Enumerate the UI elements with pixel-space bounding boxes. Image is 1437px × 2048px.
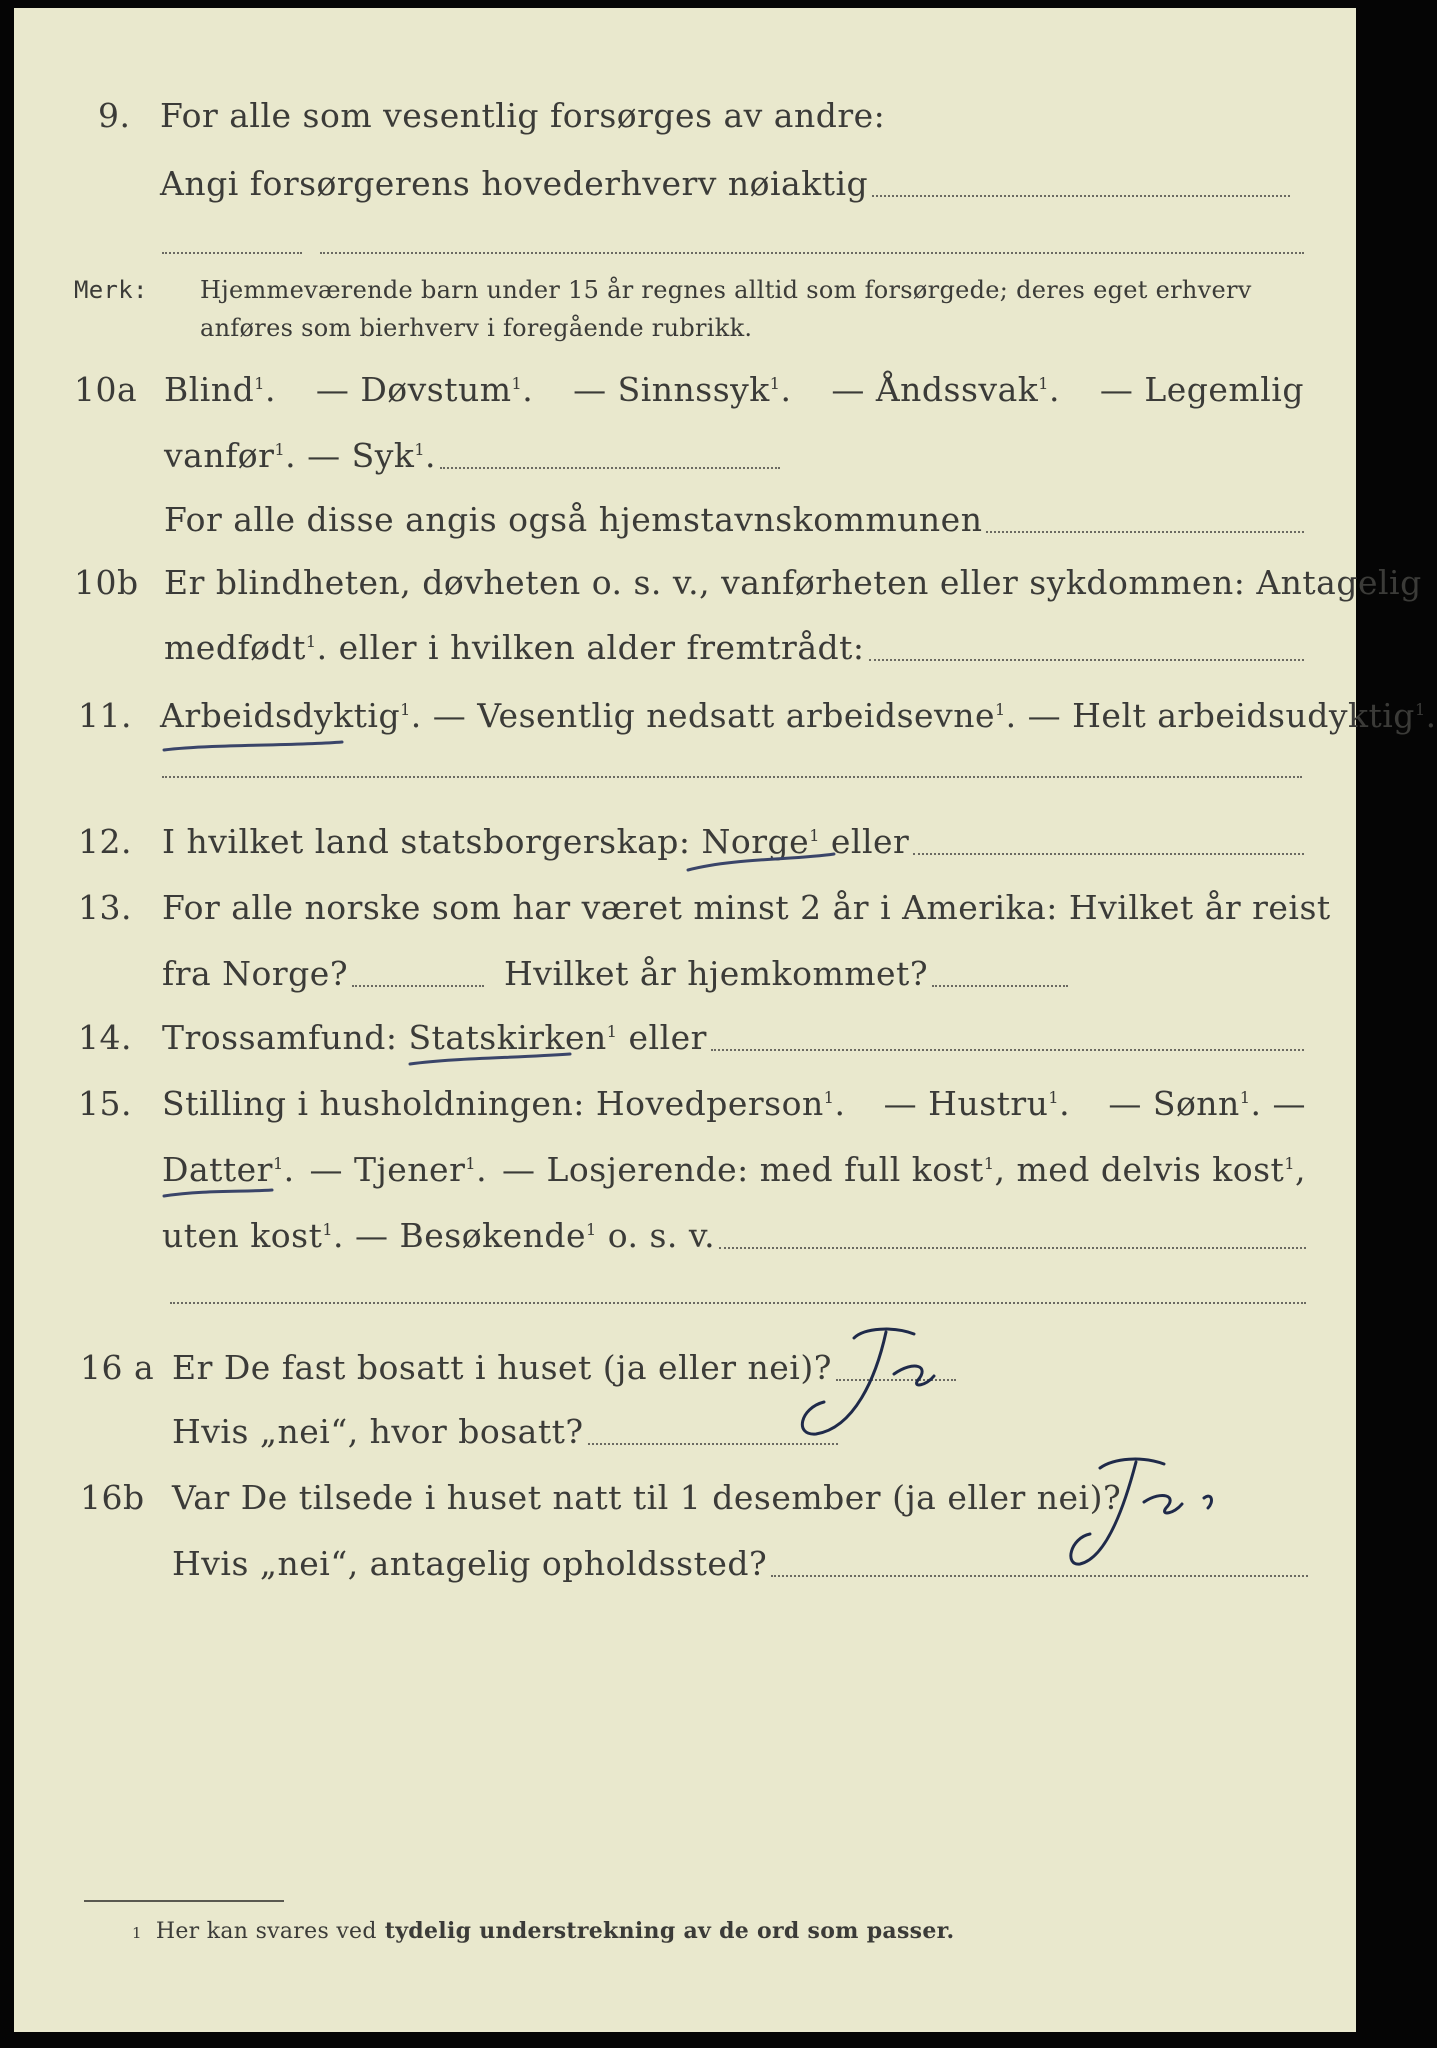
option-hustru[interactable]: — Hustru xyxy=(883,1084,1049,1123)
option-hovedperson[interactable]: Stilling i husholdningen: Hovedperson xyxy=(162,1084,824,1123)
merk-line2: anføres som bierhverv i foregående rubrikk. xyxy=(200,314,753,342)
question-16b-number: 16b xyxy=(80,1478,145,1517)
question-14-text: Trossamfund: xyxy=(162,1018,398,1057)
question-14-tail: eller xyxy=(628,1018,707,1057)
answer-16a-ja-handwriting xyxy=(802,1329,934,1434)
option-dovstum[interactable]: — Døvstum xyxy=(315,370,512,409)
question-10a-line3: For alle disse angis også hjemstavnskommunen xyxy=(164,500,983,539)
question-10b-line2: . eller i hvilken alder fremtrådt: xyxy=(316,628,865,667)
question-12-tail: eller xyxy=(830,822,910,861)
option-sonn[interactable]: — Sønn xyxy=(1108,1084,1240,1123)
question-13-number: 13. xyxy=(78,888,132,927)
underline-arbeidsdyktig xyxy=(164,742,342,750)
question-9-line2: Angi forsørgerens hovederhverv nøiaktig xyxy=(160,164,869,203)
option-full-kost[interactable]: — Losjerende: med full kost xyxy=(501,1150,984,1189)
option-norge[interactable]: Norge xyxy=(701,822,810,861)
underline-statskirken xyxy=(410,1054,570,1064)
question-10b-line1: Er blindheten, døvheten o. s. v., vanførheten eller sykdommen: Antagelig xyxy=(164,563,1422,602)
option-datter[interactable]: Datter xyxy=(162,1150,273,1189)
merk-line1: Hjemmeværende barn under 15 år regnes alltid som forsørgede; deres eget erhverv xyxy=(200,276,1252,304)
option-uten-kost[interactable]: uten kost xyxy=(162,1216,323,1255)
option-medfodt[interactable]: medfødt xyxy=(164,628,306,667)
question-9-number: 9. xyxy=(98,96,131,135)
option-besokende[interactable]: — Besøkende xyxy=(355,1216,587,1255)
option-sinnssyk[interactable]: — Sinnssyk xyxy=(573,370,770,409)
option-statskirken[interactable]: Statskirken xyxy=(408,1018,607,1057)
question-11-number: 11. xyxy=(78,696,132,735)
question-10b-number: 10b xyxy=(74,563,139,602)
question-12-number: 12. xyxy=(78,822,132,861)
question-15-number: 15. xyxy=(78,1084,132,1123)
question-12-text: I hvilket land statsborgerskap: xyxy=(162,822,691,861)
question-16a-line2: Hvis „nei“, hvor bosatt? xyxy=(172,1412,584,1451)
option-vanfor[interactable]: vanfør xyxy=(164,436,275,475)
underline-norge xyxy=(688,854,834,870)
question-9-line1: For alle som vesentlig forsørges av andre: xyxy=(160,96,886,135)
question-16b-line2: Hvis „nei“, antagelig opholdssted? xyxy=(172,1544,768,1583)
question-10a-number: 10a xyxy=(74,370,138,409)
question-13-reist-label: fra Norge? xyxy=(162,954,349,993)
footnote-bold-text: tydelig understrekning av de ord som passer. xyxy=(384,1918,955,1944)
question-16a-number: 16 a xyxy=(80,1348,155,1387)
question-16a-line1: Er De fast bosatt i huset (ja eller nei)? xyxy=(172,1348,832,1387)
question-13-line1: For alle norske som har været minst 2 år i Amerika: Hvilket år reist xyxy=(162,888,1331,927)
question-13-hjemkommet-label: Hvilket år hjemkommet? xyxy=(504,954,929,993)
merk-label: Merk: xyxy=(74,276,148,304)
underline-datter xyxy=(164,1190,272,1196)
option-tjener[interactable]: — Tjener xyxy=(309,1150,466,1189)
option-legemlig[interactable]: — Legemlig xyxy=(1099,370,1304,409)
footnote-text: Her kan svares ved xyxy=(155,1919,377,1944)
option-nedsatt-arbeidsevne[interactable]: — Vesentlig nedsatt arbeidsevne xyxy=(432,696,995,735)
answer-16b-ja-handwriting xyxy=(1071,1459,1212,1564)
option-blind[interactable]: Blind xyxy=(164,370,255,409)
option-andssvak[interactable]: — Åndssvak xyxy=(831,370,1039,409)
handwriting-layer xyxy=(14,8,1356,2032)
question-16b-line1: Var De tilsede i huset natt til 1 desember (ja eller nei)? xyxy=(172,1478,1122,1517)
question-14-number: 14. xyxy=(78,1018,132,1057)
census-form-page: 9. For alle som vesentlig forsørges av andre: Angi forsørgerens hovederhverv nøiaktig Merk: Hjemmeværende barn under 15 år regnes alltid som forsørgede; deres eget erhverv anføres som bierhverv i foregående rubrikk. 10a Blind$^1$. — Døvstum$^1$. — Sinnssyk$^1$. — Åndssvak$^1$. — Legemlig vanfør$^1$. — Syk$^1$. For alle disse angis også hjemstavnskommunen 10b Er blindheten, døvheten o. s. v., vanførheten eller sykdommen: Antagelig medfødt$^1$. eller i hvilken alder fremtrådt: 11. Arbeidsdyktig$^1$. — Vesentlig nedsatt arbeidsevne$^1$. — Helt arbeidsudyktig$^1$. 12. I hvilket land statsborgerskap: Norge$^1$ eller 13. For alle norske som har været minst 2 år i Amerika: Hvilket år reist fra Norge? Hvilket år hjemkommet? 14. Trossamfund: Statskirken$^1$ eller 15. Stilling i husholdningen: Hovedperson$^1$. — Hustru$^1$. — Sønn$^1$. — Datter$^1$. — Tjener$^1$. — Losjerende: med full kost$^1$, med delvis kost$^1$, uten kost$^1$. — Besøkende$^1$ o. s. v. 16 a Er De fast bosatt i huset (ja eller nei)? Hvis „nei“, hvor bosatt? 16b Var De tilsede i huset natt til 1 desember (ja eller nei)? Hvis „nei“, antagelig opholdssted? 1 Her kan svares ved tydelig understrekning av de ord som passer. xyxy=(14,8,1356,2032)
option-syk[interactable]: — Syk xyxy=(307,436,415,475)
footnote-mark: 1 xyxy=(132,1924,142,1942)
option-delvis-kost[interactable]: , med delvis kost xyxy=(994,1150,1285,1189)
option-arbeidsudyktig[interactable]: — Helt arbeidsudyktig xyxy=(1027,696,1415,735)
option-arbeidsdyktig[interactable]: Arbeidsdyktig xyxy=(160,696,401,735)
